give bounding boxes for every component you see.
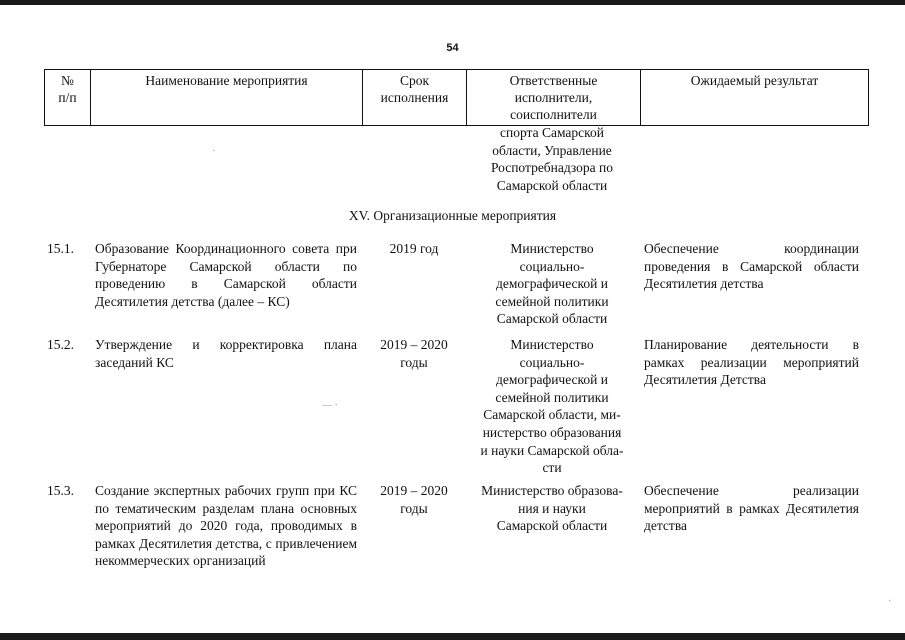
- row-term: 2019 – 2020 годы: [380, 483, 448, 516]
- row-responsible: Министерство социально- демографической и семейной политики Самарской области: [495, 241, 609, 327]
- row-responsible: Министерство социально- демографической и семейной политики Самарской области, ми- нистерство образования и науки Самарской обла- сти: [480, 337, 624, 476]
- scan-speck: ·: [888, 596, 892, 607]
- scan-speck: ·: [212, 146, 216, 157]
- row-term: 2019 – 2020 годы: [380, 337, 448, 370]
- row-expected-result: Обеспечение координации проведения в Самарской области Десятилетия детства: [644, 241, 859, 292]
- header-col-number: № п/п: [45, 70, 91, 126]
- scan-edge-top: [0, 0, 905, 5]
- header-col-result: Ожидаемый результат: [641, 70, 869, 126]
- header-col-term: Срок исполнения: [363, 70, 467, 126]
- row-number: 15.3.: [47, 483, 74, 498]
- row-term: 2019 год: [389, 241, 439, 256]
- row-number: 15.1.: [47, 241, 74, 256]
- row-activity-name: Утверждение и корректировка плана заседаний КС: [95, 337, 357, 370]
- scan-speck: — ·: [322, 400, 338, 411]
- header-col-name: Наименование мероприятия: [91, 70, 363, 126]
- row-number: 15.2.: [47, 337, 74, 352]
- section-title: XV. Организационные мероприятия: [348, 208, 557, 223]
- continued-responsible: спорта Самарской области, Управление Роспотребнадзора по Самарской области: [490, 125, 614, 193]
- row-activity-name: Образование Координационного совета при Губернаторе Самарской области по проведению в Самарской области Десятилетия детства (далее – КС): [95, 241, 357, 309]
- scan-edge-bottom: [0, 633, 905, 640]
- table-header: [44, 69, 869, 126]
- row-expected-result: Планирование деятельности в рамках реализации мероприятий Десятилетия Детства: [644, 337, 859, 388]
- row-expected-result: Обеспечение реализации мероприятий в рамках Десятилетия детства: [644, 483, 859, 534]
- page-number: 54: [446, 42, 459, 54]
- row-activity-name: Создание экспертных рабочих групп при КС по тематическим разделам плана основных мероприятий до 2020 года, проводимых в рамках Десятилетия детства, с привлечением некоммерческих организаций: [95, 483, 357, 569]
- header-col-responsible: Ответственные исполнители, соисполнители: [467, 70, 641, 126]
- row-responsible: Министерство образова- ния и науки Самарской области: [481, 483, 623, 534]
